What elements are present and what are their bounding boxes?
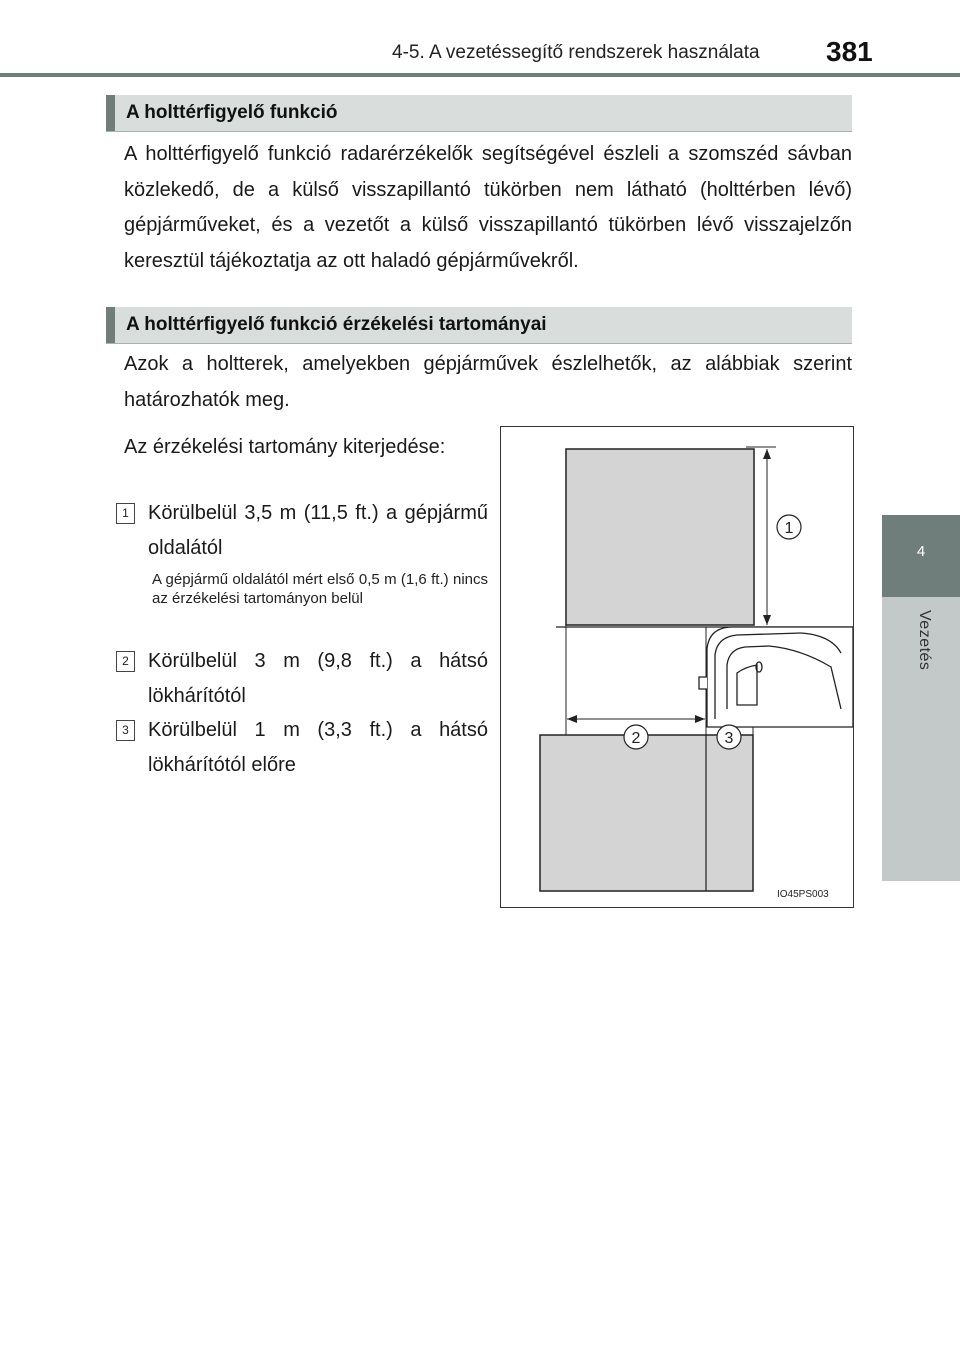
section-heading-bar xyxy=(106,95,115,131)
callout-2 xyxy=(624,725,648,749)
item-2-text: Körülbelül 3 m (9,8 ft.) a hátsó lökhárítótól xyxy=(148,650,488,707)
chapter-tab-number: 4 xyxy=(916,543,926,560)
item-number-badge: 2 xyxy=(116,651,135,672)
arrow-head xyxy=(763,615,771,625)
callout-label: 3 xyxy=(724,730,734,747)
callout-3 xyxy=(717,725,741,749)
chapter-tab-label: Vezetés xyxy=(916,610,933,671)
car-outline xyxy=(699,627,853,727)
section-heading-bar xyxy=(106,307,115,343)
figure-code: IO45PS003 xyxy=(777,889,829,900)
header-rule xyxy=(0,73,960,77)
section-heading-text: A holttérfigyelő funkció érzékelési tartományai xyxy=(126,314,547,335)
running-header: 4-5. A vezetéssegítő rendszerek használata xyxy=(392,42,760,63)
item-number-badge: 1 xyxy=(116,503,135,524)
section-heading-text: A holttérfigyelő funkció xyxy=(126,102,338,123)
section1-paragraph: A holttérfigyelő funkció radarérzékelők segítségével észleli a szomszéd sávban közlekedő, de a külső visszapillantó tükörben nem látható (holttérben lévő) gépjárműveket, és a vezetőt a külső visszapillantó tükörben lévő visszajelzőn keresztül tájékoztatja az ott haladó gépjárművekről. xyxy=(124,143,852,272)
side-detection-zone xyxy=(566,449,754,625)
item-1-note: A gépjármű oldalától mért első 0,5 m (1,6 ft.) nincs az érzékelési tartományon belül xyxy=(152,571,488,607)
arrow-head xyxy=(763,449,771,459)
range-intro: Az érzékelési tartomány kiterjedése: xyxy=(124,436,446,458)
item-number-badge: 3 xyxy=(116,720,135,741)
item-3-text: Körülbelül 1 m (3,3 ft.) a hátsó lökhárítótól előre xyxy=(148,719,488,776)
callout-label: 2 xyxy=(631,730,641,747)
chapter-tab xyxy=(882,515,960,597)
detection-range-diagram xyxy=(501,427,853,907)
page-number: 381 xyxy=(826,36,873,67)
section-heading-2 xyxy=(106,307,852,344)
section-heading-1 xyxy=(106,95,852,132)
arrow-head xyxy=(567,715,577,723)
rear-detection-zone xyxy=(540,735,753,891)
callout-label: 1 xyxy=(784,520,794,537)
item-1-text: Körülbelül 3,5 m (11,5 ft.) a gépjármű oldalától xyxy=(148,502,488,559)
side-mirror xyxy=(699,677,707,689)
detection-range-figure xyxy=(500,426,854,908)
arrow-head xyxy=(695,715,705,723)
callout-1 xyxy=(777,515,801,539)
section2-paragraph: Azok a holtterek, amelyekben gépjárművek észlelhetők, az alábbiak szerint határozhatók meg. xyxy=(124,353,852,411)
